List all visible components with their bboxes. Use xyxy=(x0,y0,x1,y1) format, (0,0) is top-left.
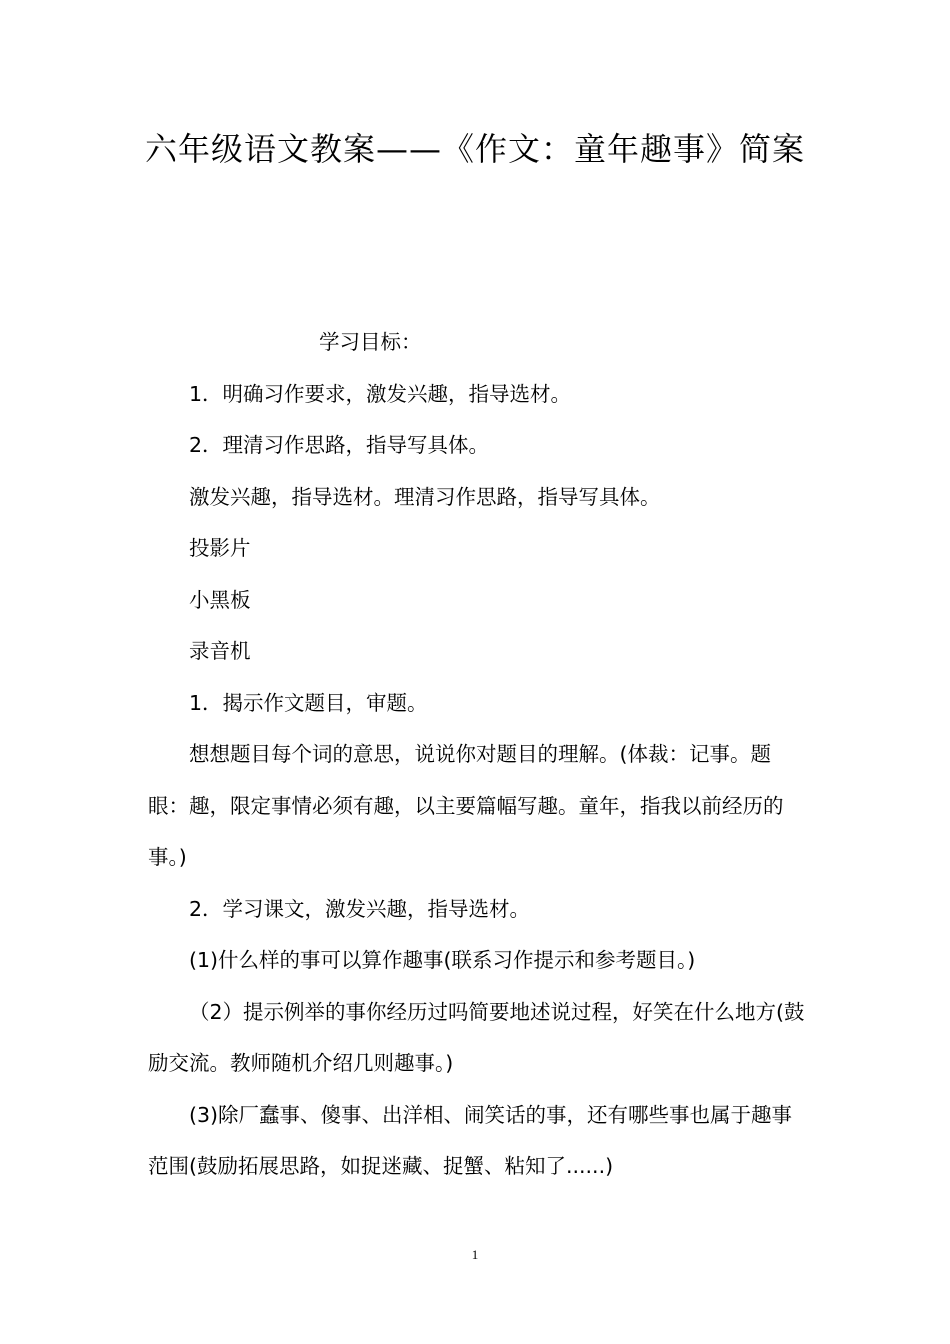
document-body xyxy=(148,317,808,1193)
section-heading-learning-goals: 学习目标： xyxy=(319,330,422,354)
page-number: 1 xyxy=(471,1247,479,1262)
paragraph: 1．揭示作文题目，审题。 xyxy=(189,690,428,715)
document-title: 六年级语文教案——《作文：童年趣事》简案 xyxy=(144,130,805,168)
paragraph: 小黑板 xyxy=(189,587,251,612)
paragraph: 2．理清习作思路，指导写具体。 xyxy=(189,433,490,457)
paragraph: (1)什么样的事可以算作趣事(联系习作提示和参考题目。) xyxy=(189,948,696,972)
paragraph: 想想题目每个词的意思，说说你对题目的理解。(体裁：记事。题眼：趣，限定事情必须有趣，以主要篇幅写趣。童年，指我以前经历的事。) xyxy=(148,742,784,869)
paragraph: (3)除厂蠢事、傻事、出洋相、闹笑话的事，还有哪些事也属于趣事范围(鼓励拓展思路，如捉迷藏、捉蟹、粘知了......) xyxy=(148,1102,793,1178)
paragraph: 2．学习课文，激发兴趣，指导选材。 xyxy=(189,896,531,921)
paragraph: 1．明确习作要求，激发兴趣，指导选材。 xyxy=(189,381,572,406)
paragraph: 录音机 xyxy=(189,639,251,663)
paragraph: 激发兴趣，指导选材。理清习作思路，指导写具体。 xyxy=(189,484,661,509)
paragraph: 投影片 xyxy=(189,536,251,560)
paragraph: （2）提示例举的事你经历过吗简要地述说过程，好笑在什么地方(鼓励交流。教师随机介绍几则趣事。) xyxy=(148,999,805,1075)
